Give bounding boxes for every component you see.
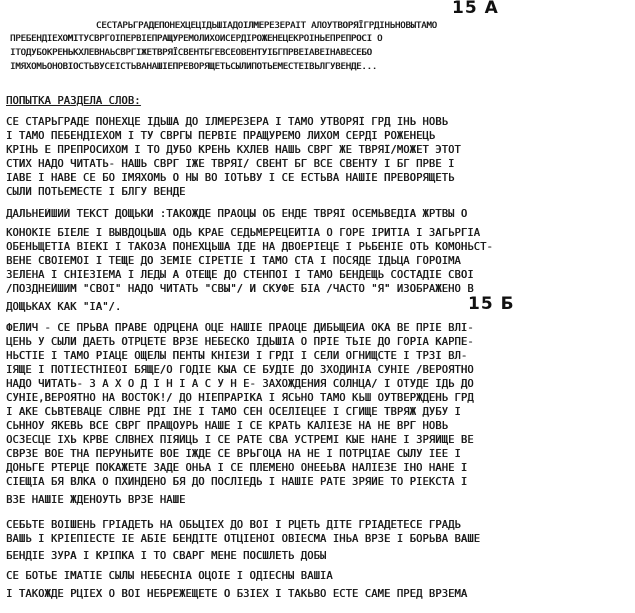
text-line: СІЕЩІА БЯ ВЛКА О ПХИНДЕНО БЯ ДО ПОСЛІЕДЬ І НАШІЕ РАТЕ ЗРЯЙЕ ТО РІЕКСТА І [6,476,468,488]
text-line: ДОНЬГЕ РТЕРЦЕ ПОКАЖЕТЕ ЗАДЕ ОНЬА І СЕ ПЛЕМЕНО ОНЕЕЬВА НАЛІЕЗЕ ІНО НАНЕ І [6,462,468,474]
text-line: ОСЗЕСЦЕ ІХЬ КРВЕ СЛВНЕХ ПІЯЙЦЬ І СЕ РАТЕ СВА УСТРЕМІ КЫЕ НАНЕ І ЗРЯЙЩЕ ВЕ [6,434,474,446]
text-line: ЦЕНЬ У СЫЛИ ДАЕТЬ ОТРЦЕТЕ ВРЗЕ НЕБЕСКО ІДЬШІА О ПРІЕ ТЬІЕ ДО ГОРІА КАРПЕ- [6,336,474,348]
text-line: КРІНЬ Е ПРЕПРОСИХОМ І ТО ДУБО КРЕНЬ КХЛЕВ НАШЬ СВРГ ЖЕ ТВРЯЇ/МОЖЕТ ЭТОТ [6,144,461,156]
text-line: КОНОКІЕ БІЕЛЕ І ВЫВДОЦЬША ОДЬ КРАЕ СЕДЬМЕРЕЦЕЙТІА О ГОРЕ ІРИТІА І ЗАГЬРГІА [6,227,481,239]
text-line: СЫЛИ ПОТЬЕМЕСТЕ І БЛГУ ВЕНДЕ [6,186,186,198]
header-line: ІТОДУБОКРЕНЬКХЛЕВНАЬСВРГІЖЕТВРЯЇСВЕНТБГЕВСЕОВЕНТУІБГПРВЕІАВЕІНАВЕСЕБО [10,48,372,58]
header-line: ПРЕБЕНДІЕХОМІТУСВРГОІПЕРВІЕПРАЩУРЕМОЛИХОИСЕРДІРОЖЕНЕЦЕКРОІНЬЕПРЕПРОСІ О [10,34,383,44]
text-line: СТИХ НАДО ЧИТАТЬ- НАШЬ СВРГ ІЖЕ ТВРЯЇ/ СВЕНТ БГ ВСЕ СВЕНТУ І БГ ПРВЕ І [6,158,455,170]
text-line: ВЗЕ НАШІЕ ЖДЕНОУТЬ ВРЗЕ НАШЕ [6,494,186,506]
text-line: І ТАКОЖДЕ РЦІЕХ О ВОІ НЕБРЕЖЕЩЕТЕ О БЗІЕХ І ТАКЬВО ЕСТЕ САМЕ ПРЕД ВРЗЕМА [6,588,468,600]
text-line: ОБЕНЬЩЕТІА ВІЕКІ І ТАКОЗА ПОНЕХЦЬША ІДЕ НА ДВОЕРІЕЦЕ І РЬБЕНІЕ ОТЬ КОМОНЬСТ- [6,241,493,253]
section-heading: ПОПЫТКА РАЗДЕЛА СЛОВ: [6,95,141,107]
text-line: ДОЩЬКАХ КАК "ІА"/. [6,301,122,313]
section-heading: ДАЛЬНЕЙШИЙ ТЕКСТ ДОЩЬКИ :ТАКОЖДЕ ПРАОЦЫ ОБ ЕНДЕ ТВРЯЇ ОСЕМЬВЕДІА ЖРТВЫ О [6,208,468,220]
text-line: СЕ СТАРЬГРАДЕ ПОНЕХЦЕ ІДЬША ДО ІЛМЕРЕЗЕРА І ТАМО УТВОРЯЇ ГРД ІНЬ НОВЬ [6,116,448,128]
text-line: БЕНДІЕ ЗУРА І КРІПКА І ТО СВАРГ МЕНЕ ПОСШЛЕТЬ ДОБЫ [6,550,327,562]
text-line: СУНІЕ,ВЕРОЯТНО НА ВОСТОК!/ ДО НІЕПРАРІКА І ЯСЬНО ТАМО КЬШ ОУТВЕРЖДЕНЬ ГРД [6,392,474,404]
text-line: ЗЕЛЕНА І СНІЕЗІЕМА І ЛЕДЫ А ОТЕЩЕ ДО СТЕНПОІ І ТАМО БЕНДЕЩЬ СОСТАДІЕ СВОІ [6,269,474,281]
text-line: СЕ БОТЬЕ ІМАТІЕ СЫЛЫ НЕБЕСНІА ОЦОІЕ І ОДІЕСНЫ ВАШІА [6,570,333,582]
text-line: СЬННОУ ЯКЕВЬ ВСЕ СВРГ ПРАЩОУРЬ НАШЕ І СЕ КРАТЬ КАЛІЕЗЕ НА НЕ ВРГ НОВЬ [6,420,448,432]
text-line: ФЕЛИЧ - СЕ ПРЬВА ПРАВЕ ОДРЦЕНА ОЦЕ НАШІЕ ПРАОЦЕ ДИБЬЩЕЙА ОКА ВЕ ПРІЕ ВЛІ- [6,322,474,334]
text-line: СЕБЬТЕ ВОІШЕНЬ ГРІАДЕТЬ НА ОБЬЦІЕХ ДО ВОІ І РЦЕТЬ ДІТЕ ГРІАДЕТЕСЕ ГРАДЬ [6,519,461,531]
text-line: ІАВЕ І НАВЕ СЕ БО ІМЯХОМЬ О НЫ ВО ІОТЬВУ І СЕ ЕСТЬВА НАШІЕ ПРЕВОРЯЩЕТЬ [6,172,455,184]
page-number-top: 15 A [452,0,499,18]
page-number-middle: 15 Б [468,294,515,314]
text-line: І АКЕ СЬВТЕВАЦЕ СЛВНЕ РДІ ІНЕ І ТАМО СЕН ОСЕЛІЕЦЕЕ І СГИЩЕ ТВРЯЖ ДУБУ І [6,406,461,418]
text-line: НЬСТІЕ І ТАМО РІАЦЕ ОЩЕЛЫ ПЕНТЫ КНІЕЗИ І ГРДІ І СЕЛИ ОГНИЩСТЕ І ТРЗІ ВЛ- [6,350,468,362]
text-line: СВРЗЕ ВОЕ ТНА ПЕРУНЬИТЕ ВОЕ ІЖДЕ СЕ ВРЬГОЦА НА НЕ І ПОТРЦІАЕ СЫЛУ ІЕЕ І [6,448,461,460]
header-line: СЕСТАРЬГРАДЕПОНЕХЦЕЦІДЬШІАДОІЛМЕРЕЗЕРАІТ АЛОУТВОРЯЇГРДІНЬНОВЫТАМО [96,21,437,31]
text-line: /ПОЗДНЕЙШИМ "СВОІ" НАДО ЧИТАТЬ "СВЫ"/ И СКУФЕ БІА /ЧАСТО "Я" ИЗОБРАЖЕНО В [6,283,474,295]
text-line: ВАШЬ І КРІЕПІЕСТЕ ІЕ АБІЕ БЕНДІТЕ ОТЦІЕНОІ ОВІЕСМА ІНЬА ВРЗЕ І БОРЬВА ВАШЕ [6,533,481,545]
text-line: ВЕНЕ СВОІЕМОІ І ТЕЩЕ ДО ЗЕМІЕ СІРЕТІЕ І ТАМО СТА І ПОСЯДЕ ІДЬЦА ГОРОІМА [6,255,461,267]
text-line: І ТАМО ПЕБЕНДІЕХОМ І ТУ СВРГЫ ПЕРВІЕ ПРАЩУРЕМО ЛИХОМ СЕРДІ РОЖЕНЕЦЬ [6,130,436,142]
header-line: ІМЯХОМЬОНОВІОСТЬВУСЕІСТЬВАНАШІЕПРЕВОРЯЩЕТЬСЫЛИПОТЬЕМЕСТЕІВЬЛГУВЕНДЕ... [10,62,378,72]
text-line: ІЯЩЕ І ПОТІЕСТНІЕОІ БЯЩЕ/О ГОДІЕ КЫА СЕ БУДІЕ ДО ЗХОДИНІА СУНІЕ /ВЕРОЯТНО [6,364,474,376]
text-line: НАДО ЧИТАТЬ- З А Х О Д І Н І А С У Н Е- ЗАХОЖДЕНИЯ СОЛНЦА/ І ОТУДЕ ІДЬ ДО [6,378,474,390]
